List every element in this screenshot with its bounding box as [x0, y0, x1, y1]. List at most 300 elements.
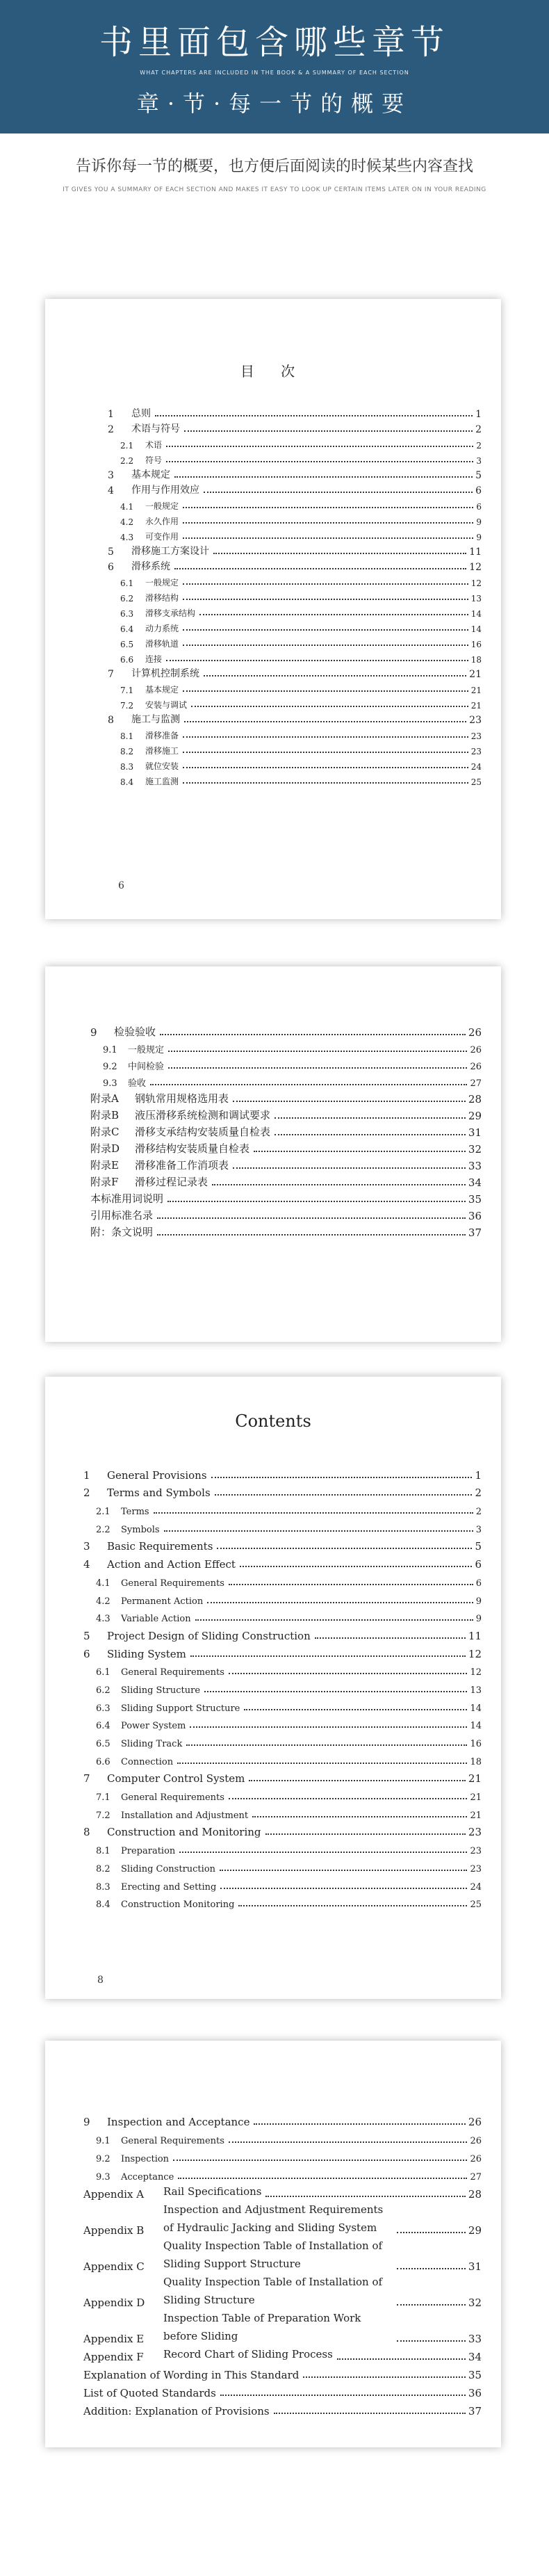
toc-leader-dots	[157, 1217, 466, 1219]
toc-entry	[83, 1678, 482, 1696]
page-title: Contents	[235, 1411, 311, 1431]
toc-entry	[83, 1714, 482, 1732]
toc-entry-title: 可变作用	[145, 532, 179, 542]
toc-entry-page: 37	[468, 2405, 482, 2417]
toc-entry	[108, 604, 482, 619]
toc-leader-dots	[229, 2141, 468, 2143]
toc-entry-number: 6.6	[96, 1756, 110, 1767]
toc-entry-title: Quality Inspection Table of Installation of Sliding Structure	[163, 2276, 383, 2306]
toc-entry-title: Sliding System	[107, 1647, 186, 1660]
toc-leader-dots	[183, 767, 468, 768]
toc-entry-number: Appendix C	[83, 2260, 145, 2273]
toc-entry-number: 8.4	[120, 777, 134, 787]
toc-entry	[83, 2164, 482, 2182]
toc-entry	[83, 2345, 482, 2363]
toc-entry	[108, 542, 482, 558]
toc-entry	[83, 1731, 482, 1749]
toc-entry	[83, 1767, 482, 1785]
toc-entry-page: 2	[475, 1487, 482, 1500]
toc-entry	[108, 649, 482, 665]
toc-entry	[83, 1893, 482, 1911]
toc-entry	[83, 1624, 482, 1642]
toc-entry-number: 1	[108, 409, 114, 420]
toc-entry-page: 11	[469, 546, 482, 558]
toc-entry-title: 滑移结构	[145, 593, 179, 603]
toc-entry	[83, 2399, 482, 2417]
toc-entry-title: Connection	[121, 1756, 174, 1767]
toc-entry-page: 13	[470, 594, 482, 604]
toc-entry	[83, 1696, 482, 1714]
toc-entry-number: 3	[108, 470, 114, 481]
toc-entry	[108, 573, 482, 588]
toc-entry-number: 1	[83, 1468, 90, 1482]
toc-leader-dots	[168, 1051, 467, 1052]
toc-entry-title: 滑移系统	[131, 561, 170, 572]
toc-entry-page: 37	[468, 1226, 482, 1239]
toc-entry-title: 就位安装	[145, 761, 179, 771]
toc-entry-title: Inspection and Acceptance	[107, 2116, 250, 2128]
toc-leader-dots	[265, 1833, 466, 1835]
toc-leader-dots	[233, 1167, 466, 1169]
toc-leader-dots	[199, 614, 468, 615]
toc-entry-number: 2.2	[96, 1524, 110, 1535]
toc-entry-page: 35	[468, 2369, 482, 2381]
toc-entry-page: 21	[470, 1792, 482, 1804]
toc-leader-dots	[150, 1084, 467, 1085]
tagline: 告诉你每一节的概要，也方便后面阅读的时候某些内容查找	[75, 158, 473, 175]
toc-entry-title: 本标准用词说明	[90, 1192, 164, 1205]
toc-entry-page: 2	[475, 424, 482, 435]
toc-entry-title: Permanent Action	[121, 1596, 204, 1607]
toc-entry-page: 23	[470, 1863, 482, 1874]
toc-leader-dots	[174, 476, 473, 478]
toc-leader-dots	[166, 461, 473, 462]
toc-leader-dots	[254, 1151, 466, 1152]
toc-leader-dots	[249, 1780, 466, 1781]
toc-page-en-1	[45, 1377, 501, 1999]
toc-list	[83, 2110, 482, 2417]
toc-entry-title: 一般规定	[145, 578, 179, 588]
toc-entry	[90, 1105, 482, 1122]
toc-leader-dots	[174, 568, 466, 569]
toc-entry-title: Symbols	[121, 1524, 160, 1535]
toc-entry	[108, 726, 482, 741]
toc-entry-number: 7.1	[120, 686, 134, 695]
toc-entry-title: 术语与符号	[131, 423, 180, 435]
toc-leader-dots	[183, 690, 468, 692]
toc-entry-title: Record Chart of Sliding Process	[163, 2348, 333, 2360]
toc-entry-number: 6.6	[120, 655, 134, 665]
toc-leader-dots	[397, 2232, 466, 2233]
toc-list	[83, 1464, 482, 1910]
toc-leader-dots	[238, 1905, 467, 1906]
toc-entry-page: 23	[470, 747, 482, 756]
toc-leader-dots	[207, 1602, 473, 1603]
toc-entry-number: 6.4	[120, 624, 134, 634]
toc-entry-number: 2	[108, 424, 114, 435]
toc-entry-number: 5	[108, 546, 114, 558]
toc-entry-title: General Requirements	[121, 1792, 224, 1804]
toc-entry-title: 基本规定	[131, 469, 170, 480]
toc-entry-number: 9.2	[96, 2154, 110, 2164]
toc-entry	[83, 1535, 482, 1553]
toc-entry	[83, 1838, 482, 1856]
toc-leader-dots	[183, 629, 468, 631]
toc-entry-page: 13	[470, 1685, 482, 1696]
toc-entry-title: 钢轨常用规格选用表	[135, 1092, 229, 1105]
toc-list	[90, 1022, 482, 1239]
toc-entry	[83, 1749, 482, 1767]
toc-leader-dots	[204, 1691, 467, 1692]
toc-leader-dots	[212, 1184, 466, 1185]
toc-leader-dots	[337, 2358, 466, 2360]
toc-entry	[108, 496, 482, 512]
toc-entry	[108, 741, 482, 756]
toc-entry-title: Rail Specifications	[163, 2185, 262, 2198]
toc-entry	[83, 2146, 482, 2164]
toc-entry-number: 5	[83, 1629, 90, 1642]
toc-entry	[108, 512, 482, 527]
toc-entry	[90, 1222, 482, 1239]
toc-leader-dots	[177, 1763, 467, 1764]
toc-entry-number: 8	[83, 1826, 90, 1839]
toc-entry-number: 9	[90, 1026, 97, 1039]
toc-entry	[83, 2182, 482, 2201]
toc-leader-dots	[254, 2123, 465, 2125]
toc-entry	[108, 665, 482, 680]
toc-leader-dots	[183, 583, 468, 585]
toc-entry-page: 18	[470, 1756, 482, 1767]
toc-entry-page: 29	[468, 1110, 482, 1122]
toc-entry	[90, 1055, 482, 1072]
toc-page-en-2	[45, 2041, 501, 2447]
toc-entry	[108, 481, 482, 496]
toc-entry-number: 7.2	[120, 701, 134, 711]
toc-leader-dots	[244, 1709, 467, 1710]
toc-leader-dots	[211, 1477, 473, 1478]
toc-entry-page: 31	[468, 2260, 482, 2273]
toc-entry-number: 6.5	[96, 1739, 110, 1749]
toc-entry-title: 滑移施工	[145, 746, 179, 756]
toc-entry	[90, 1139, 482, 1156]
toc-entry-number: Appendix E	[83, 2333, 145, 2345]
toc-entry-number: 6.4	[96, 1721, 110, 1732]
toc-entry-number: 4.1	[96, 1578, 110, 1589]
toc-entry-title: Addition: Explanation of Provisions	[83, 2405, 270, 2417]
toc-entry-title: 验收	[128, 1078, 147, 1089]
toc-entry	[90, 1089, 482, 1105]
toc-entry-title: Construction Monitoring	[121, 1899, 235, 1911]
toc-entry-number: 6.3	[120, 609, 134, 619]
page-number: 6	[118, 880, 124, 891]
toc-entry	[83, 1517, 482, 1535]
toc-leader-dots	[183, 507, 473, 508]
toc-leader-dots	[190, 1655, 466, 1657]
toc-leader-dots	[397, 2340, 466, 2342]
toc-leader-dots	[229, 1673, 468, 1674]
toc-leader-dots	[229, 1798, 468, 1799]
toc-entry-page: 26	[468, 1026, 482, 1039]
toc-entry-number: 2	[83, 1487, 90, 1500]
toc-leader-dots	[220, 2395, 466, 2396]
toc-entry-page: 9	[476, 517, 482, 527]
toc-entry-number: 8	[108, 715, 114, 726]
toc-entry-number: Appendix D	[83, 2296, 145, 2309]
toc-entry-title: Computer Control System	[107, 1772, 245, 1785]
toc-entry-page: 23	[468, 1826, 482, 1839]
toc-page-zh-2	[45, 966, 501, 1342]
toc-leader-dots	[183, 522, 473, 524]
toc-entry-page: 9	[475, 1614, 482, 1625]
toc-leader-dots	[215, 1494, 473, 1496]
toc-entry-page: 24	[470, 762, 482, 772]
toc-entry-page: 23	[470, 1846, 482, 1857]
toc-entry-page: 5	[475, 470, 482, 481]
toc-entry-page: 12	[470, 1667, 482, 1678]
toc-leader-dots	[204, 492, 473, 493]
toc-leader-dots	[168, 1067, 467, 1069]
toc-entry	[83, 1642, 482, 1660]
toc-entry-number: 8.3	[96, 1881, 110, 1893]
toc-leader-dots	[229, 1584, 473, 1585]
toc-entry-title: Construction and Monitoring	[107, 1826, 261, 1839]
toc-leader-dots	[220, 1888, 467, 1889]
toc-entry-page: 25	[470, 1899, 482, 1911]
toc-entry-page: 21	[470, 686, 482, 695]
toc-entry-page: 23	[469, 715, 482, 726]
toc-entry-title: General Provisions	[107, 1468, 207, 1482]
toc-entry-number: 8.2	[96, 1863, 110, 1874]
toc-entry-page: 3	[476, 456, 482, 466]
toc-entry-number: 8.3	[120, 762, 134, 772]
toc-entry	[108, 711, 482, 726]
toc-entry	[108, 466, 482, 481]
toc-entry-title: 滑移结构安装质量自检表	[135, 1142, 250, 1155]
toc-leader-dots	[204, 675, 466, 677]
toc-leader-dots	[220, 1870, 467, 1871]
toc-entry-page: 34	[468, 1176, 482, 1189]
toc-entry-page: 14	[470, 624, 482, 634]
toc-entry-title: 附：条文说明	[90, 1226, 154, 1238]
toc-entry-page: 21	[469, 669, 482, 680]
toc-entry-number: 2.1	[120, 441, 134, 451]
toc-entry-title: Explanation of Wording in This Standard	[83, 2369, 300, 2381]
toc-entry-page: 36	[468, 2387, 482, 2399]
toc-entry-number: Appendix A	[83, 2188, 145, 2201]
toc-leader-dots	[233, 1101, 466, 1102]
toc-entry-number: 9.3	[96, 2172, 110, 2182]
toc-entry-title: General Requirements	[121, 1578, 224, 1589]
toc-entry-title: Acceptance	[121, 2172, 174, 2182]
toc-entry	[83, 1821, 482, 1839]
toc-entry	[83, 2237, 482, 2273]
toc-entry	[83, 2363, 482, 2381]
toc-entry-page: 9	[476, 533, 482, 542]
toc-entry	[90, 1072, 482, 1089]
toc-entry	[83, 2309, 482, 2345]
toc-entry-page: 28	[468, 1093, 482, 1105]
tagline-en: IT GIVES YOU A SUMMARY OF EACH SECTION AND MAKES IT EASY TO LOOK UP CERTAIN ITEMS LATER ON IN YOUR READING	[63, 186, 486, 193]
toc-entry-title: Preparation	[121, 1846, 176, 1857]
toc-entry-page: 29	[468, 2224, 482, 2237]
toc-entry-title: Power System	[121, 1721, 186, 1732]
toc-entry-page: 6	[476, 502, 482, 512]
toc-leader-dots	[252, 1816, 467, 1817]
toc-leader-dots	[315, 1637, 466, 1639]
toc-entry-number: 4.2	[120, 517, 134, 527]
toc-entry-page: 14	[470, 1721, 482, 1732]
page-number: 8	[97, 1975, 104, 1986]
toc-entry-title: 术语	[145, 440, 163, 450]
toc-entry-page: 23	[470, 731, 482, 741]
toc-entry-page: 33	[468, 1160, 482, 1172]
page-title: 目 次	[240, 363, 306, 380]
toc-entry-title: 永久作用	[145, 517, 179, 526]
toc-entry-page: 11	[468, 1629, 482, 1642]
toc-entry-page: 24	[470, 1881, 482, 1893]
toc-leader-dots	[178, 2178, 467, 2179]
toc-entry	[90, 1156, 482, 1172]
toc-entry-title: Terms	[121, 1507, 149, 1518]
toc-entry	[90, 1206, 482, 1222]
toc-entry-page: 14	[470, 1703, 482, 1714]
toc-leader-dots	[397, 2304, 466, 2306]
toc-entry-page: 16	[470, 640, 482, 649]
toc-leader-dots	[240, 1566, 473, 1567]
toc-entry-number: 4	[83, 1558, 90, 1571]
toc-leader-dots	[154, 1512, 473, 1514]
toc-entry	[108, 634, 482, 649]
toc-entry	[83, 2273, 482, 2309]
toc-entry	[83, 2110, 482, 2128]
toc-entry-page: 2	[476, 441, 482, 451]
toc-entry	[90, 1189, 482, 1206]
toc-entry-title: Quality Inspection Table of Installation of Sliding Support Structure	[163, 2239, 383, 2270]
toc-entry-title: 施工与监测	[131, 714, 180, 725]
toc-entry-title: Basic Requirements	[107, 1540, 213, 1553]
toc-entry-number: 8.4	[96, 1899, 110, 1911]
toc-entry	[83, 1856, 482, 1874]
toc-entry-page: 36	[468, 1210, 482, 1222]
toc-entry-number: 4	[108, 485, 114, 496]
toc-leader-dots	[217, 1548, 472, 1549]
toc-entry-title: 引用标准名录	[90, 1209, 154, 1222]
toc-leader-dots	[303, 2376, 466, 2378]
toc-entry	[83, 1571, 482, 1589]
toc-entry-number: 2.1	[96, 1507, 110, 1518]
toc-entry	[90, 1122, 482, 1139]
toc-entry	[83, 1803, 482, 1821]
toc-entry-page: 9	[475, 1596, 482, 1607]
toc-entry-title: 一般规定	[128, 1045, 165, 1055]
toc-entry-title: Sliding Construction	[121, 1863, 216, 1874]
toc-entry-title: Erecting and Setting	[121, 1881, 217, 1893]
toc-entry-title: 检验验收	[114, 1026, 156, 1038]
toc-entry-number: 6.2	[120, 594, 134, 604]
toc-entry-title: List of Quoted Standards	[83, 2387, 216, 2399]
toc-entry	[83, 1874, 482, 1893]
header-banner	[0, 0, 549, 133]
toc-entry-title: 滑移支承结构安装质量自检表	[135, 1126, 271, 1138]
toc-entry-number: 7	[83, 1772, 90, 1785]
toc-leader-dots	[213, 553, 466, 554]
toc-entry-page: 12	[470, 578, 482, 588]
toc-leader-dots	[184, 721, 466, 722]
toc-entry-page: 6	[475, 1558, 482, 1571]
toc-page-zh-1	[45, 299, 501, 919]
toc-leader-dots	[184, 430, 473, 432]
toc-entry-page: 32	[468, 1143, 482, 1156]
toc-entry	[90, 1172, 482, 1189]
toc-entry	[90, 1022, 482, 1039]
toc-entry-page: 33	[468, 2333, 482, 2345]
toc-entry-title: 计算机控制系统	[131, 668, 199, 679]
toc-entry-number: 6.1	[96, 1667, 110, 1678]
toc-entry-number: 6.3	[96, 1703, 110, 1714]
toc-entry-page: 16	[470, 1739, 482, 1749]
toc-entry-page: 27	[470, 2172, 482, 2182]
toc-entry-title: Installation and Adjustment	[121, 1810, 249, 1821]
toc-leader-dots	[186, 1744, 467, 1746]
toc-entry-number: 9.2	[103, 1062, 117, 1072]
toc-entry-number: Appendix F	[83, 2351, 144, 2363]
toc-leader-dots	[183, 736, 468, 738]
toc-entry	[108, 619, 482, 634]
toc-entry	[108, 558, 482, 573]
toc-entry	[83, 1785, 482, 1803]
toc-entry-page: 1	[475, 1468, 482, 1482]
toc-entry-page: 26	[470, 1062, 482, 1072]
toc-leader-dots	[166, 660, 468, 661]
toc-entry-page: 12	[469, 562, 482, 573]
toc-entry	[108, 405, 482, 420]
toc-entry-title: 施工监测	[145, 777, 179, 786]
toc-leader-dots	[173, 2160, 467, 2161]
toc-leader-dots	[160, 1034, 466, 1035]
toc-entry-number: 9	[83, 2116, 90, 2128]
toc-entry-number: 2.2	[120, 456, 134, 466]
toc-entry-title: 中间检验	[128, 1062, 165, 1072]
toc-entry	[83, 2381, 482, 2399]
toc-entry-title: 滑移支承结构	[145, 608, 196, 618]
toc-leader-dots	[167, 1201, 466, 1202]
toc-entry	[83, 1482, 482, 1500]
toc-entry-title: Variable Action	[121, 1614, 191, 1625]
toc-entry	[83, 1660, 482, 1678]
toc-entry-number: 4.1	[120, 502, 134, 512]
toc-entry-number: 7.1	[96, 1792, 110, 1804]
toc-entry-title: 连接	[145, 654, 163, 664]
toc-entry	[83, 1553, 482, 1571]
toc-entry-title: Project Design of Sliding Construction	[107, 1629, 311, 1642]
toc-entry-page: 21	[470, 1810, 482, 1821]
toc-entry-number: 8.1	[96, 1846, 110, 1857]
toc-entry-number: 6	[108, 562, 114, 573]
toc-entry-title: General Requirements	[121, 1667, 224, 1678]
toc-leader-dots	[164, 1530, 473, 1532]
toc-entry	[83, 1499, 482, 1517]
toc-entry	[83, 1589, 482, 1607]
toc-leader-dots	[179, 1852, 467, 1853]
toc-entry-title: Terms and Symbols	[107, 1487, 211, 1500]
toc-entry-title: Sliding Track	[121, 1739, 183, 1749]
toc-entry-number: 4.3	[120, 533, 134, 542]
toc-leader-dots	[183, 599, 468, 600]
toc-entry-title: 符号	[145, 455, 163, 465]
toc-leader-dots	[183, 537, 473, 539]
toc-leader-dots	[190, 1726, 467, 1728]
toc-entry-page: 34	[468, 2351, 482, 2363]
